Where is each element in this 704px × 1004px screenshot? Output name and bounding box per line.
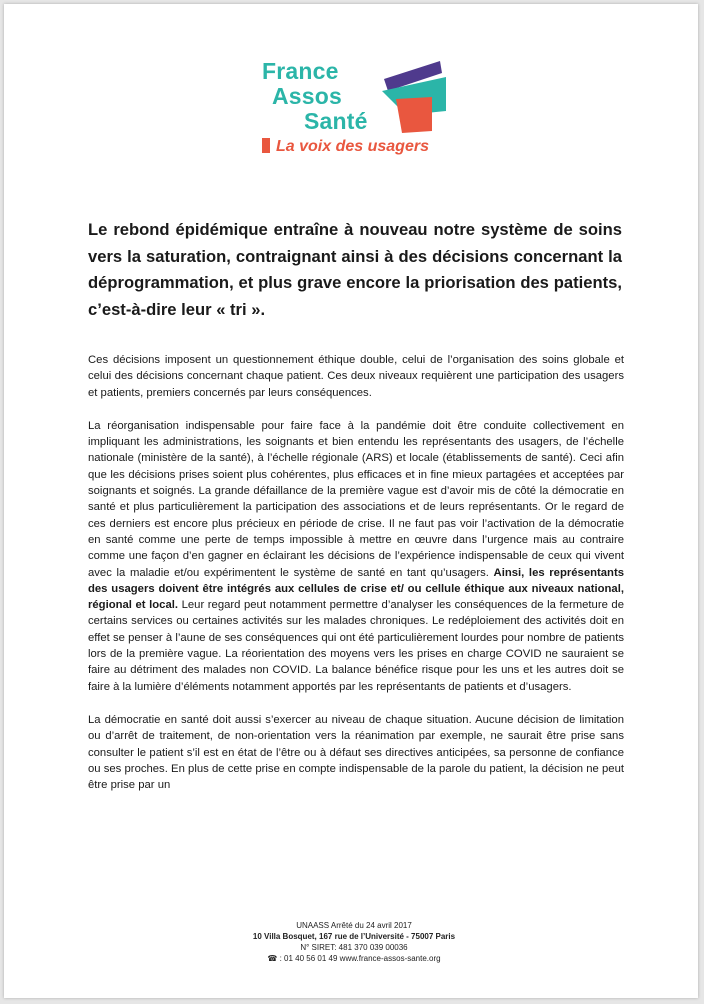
footer-address: 10 Villa Bosquet, 167 rue de l’Université - 75007 Paris — [252, 932, 456, 941]
document-page — [4, 4, 698, 998]
france-assos-sante-logo — [262, 59, 462, 167]
logo-tagline — [262, 138, 429, 156]
paragraph-2-bold: Ainsi, les représentants des usagers doivent être intégrés aux cellules de crise et/ ou cellule éthique aux niveaux national, régional et local. — [88, 566, 624, 612]
footer-siret: N° SIRET: 481 370 039 00036 — [300, 943, 408, 952]
footer-line-1: UNAASS Arrêté du 24 avril 2017 — [296, 921, 412, 930]
footer-contact-text: : 01 40 56 01 49 www.france-assos-sante.org — [279, 954, 441, 963]
logo-wordmark — [262, 59, 368, 134]
footer — [164, 920, 544, 964]
footer-contact — [164, 953, 544, 964]
tagline-text: La voix des usagers — [276, 138, 429, 155]
paragraph-1: Ces décisions imposent un questionnement éthique double, celui de l’organisation des soins globale et celui des décisions concernant chaque patient. Ces deux niveaux requièrent une participation des usagers et patients, premiers concernés par leurs conséquences. — [88, 354, 624, 399]
logo-line-1: France — [262, 58, 339, 84]
paragraph-2-text-b: Leur regard peut notamment permettre d’analyser les conséquences de la fermeture de certains services ou certaines activités sur les malades chroniques. Le redéploiement des activités doit en effet se penser à l’aune de ses conséquences qui ont été particulièrement lourdes pour nombre de patients lors de la première vague. La réorientation des moyens vers les prises en charge COVID ne sauraient se faire au détriment des malades non COVID. La balance bénéfice risque pour les uns et les autres doit se faire à la lumière d’éléments notamment apportés par les représentants de patients et d’usagers. — [88, 599, 624, 693]
paragraph-2 — [88, 418, 624, 695]
headline: Le rebond épidémique entraîne à nouveau notre système de soins vers la saturation, contraignant ainsi à des décisions concernant la déprogrammation, et plus grave encore la priorisation des patients, c’est-à-dire leur « tri ». — [88, 220, 622, 319]
logo-line-3: Santé — [304, 108, 368, 134]
telephone-icon: ☎ — [267, 954, 278, 963]
body-text — [88, 352, 624, 810]
paragraph-2-text-a: La réorganisation indispensable pour faire face à la pandémie doit être conduite collectivement en impliquant les administrations, les soignants et bien entendu les représentants des usagers, de l’échelle nationale (ministère de la santé), à l’échelle régionale (ARS) et locale (établissements de santé). Ceci afin que les décisions prises soient plus cohérentes, plus efficaces et in fine mieux partagées et acceptées par soignants et soignés. La grande défaillance de la première vague est d’avoir mis de côté la démocratie en santé et plus particulièrement la participation des associations et de leurs représentants. Or le regard de ces derniers est encore plus précieux en période de crise. Il ne faut pas voir l’activation de la démocratie en santé comme une perte de temps impossible à mettre en œuvre dans l’urgence mais au contraire comme une façon d’en gagner en éclairant les décisions de l’expérience indispensable de ceux qui vivent avec la maladie et/ou expérimentent le système de santé en tant qu’usagers. — [88, 419, 624, 579]
tagline-bar-icon — [262, 138, 270, 153]
logo-line-2: Assos — [272, 83, 343, 109]
logo-ribbons-icon — [362, 61, 452, 139]
paragraph-3: La démocratie en santé doit aussi s’exercer au niveau de chaque situation. Aucune décision de limitation ou d’arrêt de traitement, de non-orientation vers la réanimation par exemple, ne saurait être prise sans consulter le patient s’il est en état de l’être ou à défaut ses directives anticipées, sa personne de confiance ou ses proches. En plus de cette prise en compte indispensable de la parole du patient, la décision ne peut être prise par un — [88, 713, 624, 792]
